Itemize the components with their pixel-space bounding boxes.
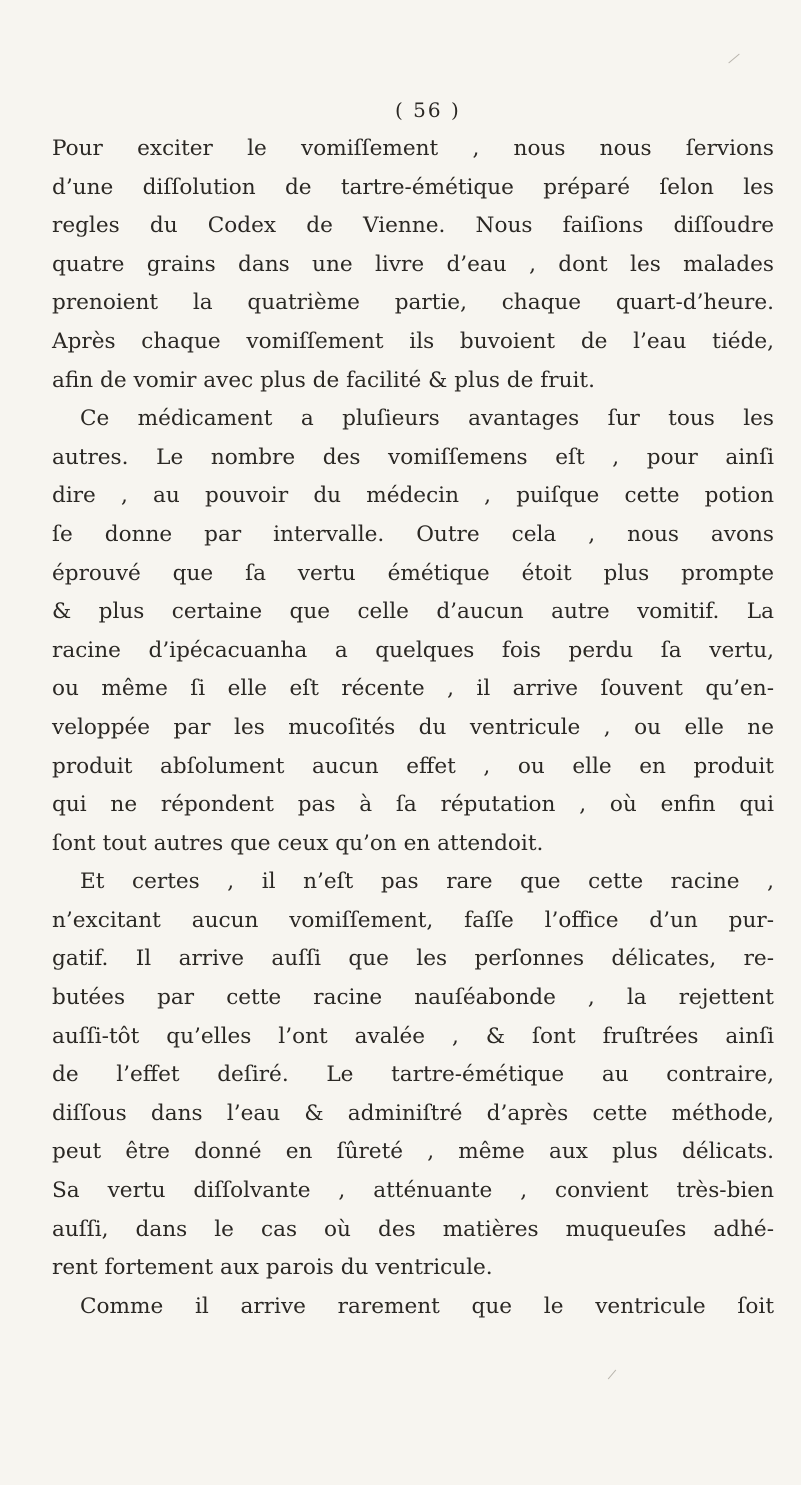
text-line: Pour exciter le vomiſſement , nous nous ſervions [52, 136, 774, 161]
paper-mark [728, 54, 739, 64]
text-line: de l’effet deſiré. Le tartre-émétique au contraire, [52, 1062, 774, 1088]
text-line: diſſous dans l’eau & adminiſtré d’après cette méthode, [52, 1100, 774, 1126]
body-text [52, 130, 774, 1326]
text-line: racine d’ipécacuanha a quelques fois perdu ſa vertu, [52, 637, 774, 663]
text-line: qui ne répondent pas à ſa réputation , où enfin qui [52, 792, 774, 818]
text-line: éprouvé que ſa vertu émétique étoit plus prompte [52, 560, 774, 586]
paragraph-start-line: Ce médicament a pluſieurs avantages ſur tous les [80, 406, 774, 432]
text-line: dire , au pouvoir du médecin , puiſque cette potion [52, 483, 774, 509]
text-line: gatif. Il arrive auſſi que les perſonnes délicates, re- [52, 946, 774, 972]
text-line: ſont tout autres que ceux qu’on en attendoit. [52, 830, 544, 856]
text-line: Après chaque vomiſſement ils buvoient de l’eau tiéde, [52, 328, 774, 354]
text-line: produit abſolument aucun effet , ou elle en produit [52, 753, 774, 779]
text-line: rent fortement aux parois du ventricule. [52, 1255, 493, 1281]
text-line: autres. Le nombre des vomiſſemens eſt , pour ainſi [52, 444, 774, 470]
text-line: auſſi-tôt qu’elles l’ont avalée , & ſont fruſtrées ainſi [52, 1023, 774, 1049]
text-line: & plus certaine que celle d’aucun autre vomitif. La [52, 599, 774, 625]
text-line: ou même ſi elle eſt récente , il arrive ſouvent qu’en- [52, 676, 774, 702]
page-number: ( 56 ) [395, 98, 461, 122]
text-line: quatre grains dans une livre d’eau , dont les malades [52, 251, 774, 277]
text-line: veloppée par les mucoſités du ventricule , ou elle ne [52, 714, 774, 740]
text-line: regles du Codex de Vienne. Nous faiſions diſſoudre [52, 213, 774, 239]
text-line: afin de vomir avec plus de facilité & plus de fruit. [52, 367, 595, 393]
text-line: d’une diſſolution de tartre-émétique préparé ſelon les [52, 174, 774, 200]
paper-mark [608, 1370, 616, 1380]
text-line: Sa vertu diſſolvante , atténuante , convient très-bien [52, 1178, 774, 1204]
text-line: prenoient la quatrième partie, chaque quart-d’heure. [52, 290, 774, 316]
text-line: butées par cette racine nauſéabonde , la rejettent [52, 985, 774, 1011]
text-line: ſe donne par intervalle. Outre cela , nous avons [52, 521, 774, 547]
text-line: auſſi, dans le cas où des matières muqueuſes adhé- [52, 1216, 774, 1242]
text-line: n’excitant aucun vomiſſement, faſſe l’office d’un pur- [52, 907, 774, 933]
paragraph-start-line: Et certes , il n’eſt pas rare que cette racine , [80, 869, 774, 895]
paragraph-start-line: Comme il arrive rarement que le ventricule ſoit [80, 1293, 774, 1319]
text-line: peut être donné en ſûreté , même aux plus délicats. [52, 1139, 774, 1165]
